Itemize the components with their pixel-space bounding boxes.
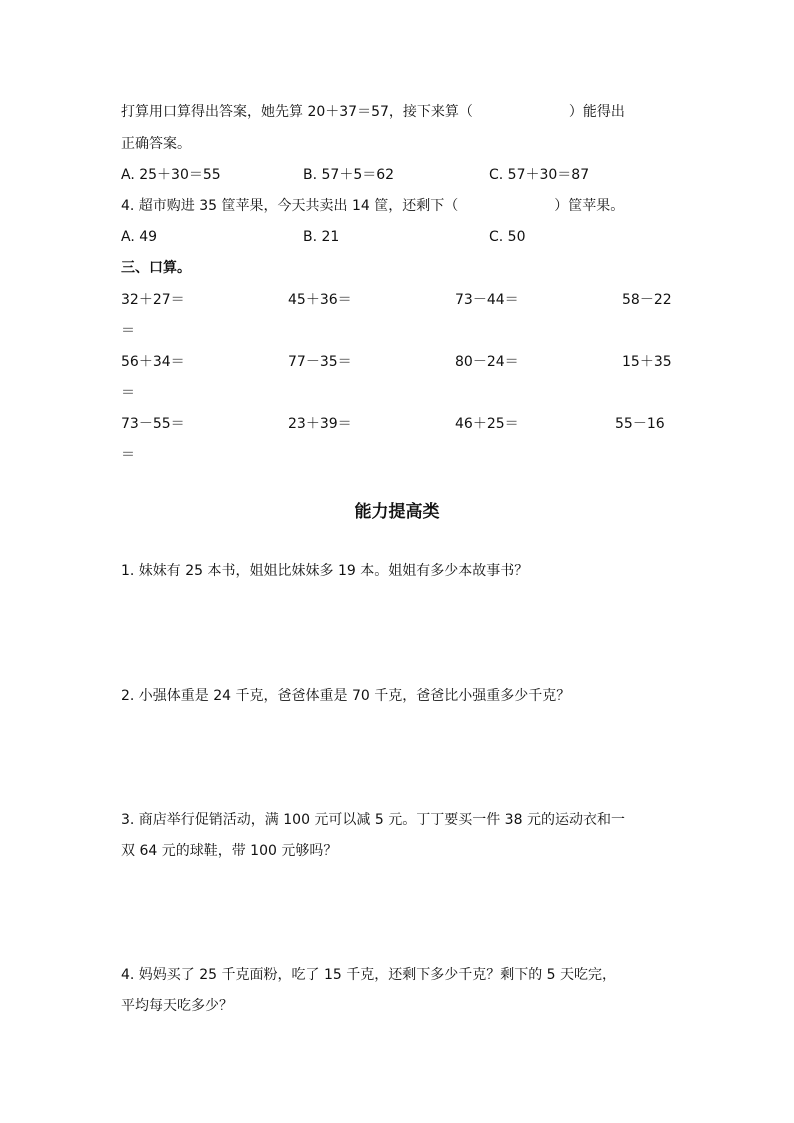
problem-3-line2: 双 64 元的球鞋，带 100 元够吗？	[121, 843, 338, 859]
q4-option-a: A. 49	[121, 229, 158, 245]
section-heading: 能力提高类	[354, 502, 440, 522]
problem-4-line1: 4. 妈妈买了 25 千克面粉，吃了 15 千克，还剩下多少千克？剩下的 5 天吃完，	[121, 967, 617, 983]
calc-item: 45＋36＝	[288, 292, 352, 308]
q4-after: ）筐苹果。	[554, 198, 625, 214]
problem-3-line1: 3. 商店举行促销活动，满 100 元可以减 5 元。丁丁要买一件 38 元的运动衣和一	[121, 812, 625, 828]
calc-item: 55－16	[615, 416, 665, 432]
calc-wrap: ＝	[121, 447, 135, 463]
q3-option-c: C. 57＋30＝87	[489, 167, 590, 183]
calc-wrap: ＝	[121, 385, 135, 401]
problem-1: 1. 妹妹有 25 本书，姐姐比妹妹多 19 本。姐姐有多少本故事书？	[121, 563, 529, 579]
q3-line1-before: 打算用口算得出答案，她先算 20＋37＝57，接下来算（	[121, 104, 473, 120]
calc-item: 73－44＝	[455, 292, 519, 308]
calc-item: 77－35＝	[288, 354, 352, 370]
calc-item: 58－22	[622, 292, 672, 308]
calc-item: 80－24＝	[455, 354, 519, 370]
q4-option-c: C. 50	[489, 229, 526, 245]
q3-line1-after: ）能得出	[568, 104, 625, 120]
q4-before: 4. 超市购进 35 筐苹果，今天共卖出 14 筐，还剩下（	[121, 198, 459, 214]
calc-item: 23＋39＝	[288, 416, 352, 432]
q3-line1	[121, 102, 625, 122]
calc-item: 46＋25＝	[455, 416, 519, 432]
q3-option-b: B. 57＋5＝62	[303, 167, 395, 183]
calc-item: 73－55＝	[121, 416, 185, 432]
calc-wrap: ＝	[121, 323, 135, 339]
q4-option-b: B. 21	[303, 229, 340, 245]
calc-item: 32＋27＝	[121, 292, 185, 308]
problem-4-line2: 平均每天吃多少？	[121, 998, 233, 1014]
q3-line2: 正确答案。	[121, 136, 191, 152]
calc-item: 15＋35	[622, 354, 672, 370]
q4-line	[121, 196, 624, 216]
section-3-title: 三、口算。	[121, 260, 191, 276]
calc-item: 56＋34＝	[121, 354, 185, 370]
q3-option-a: A. 25＋30＝55	[121, 167, 221, 183]
problem-2: 2. 小强体重是 24 千克，爸爸体重是 70 千克，爸爸比小强重多少千克？	[121, 688, 571, 704]
